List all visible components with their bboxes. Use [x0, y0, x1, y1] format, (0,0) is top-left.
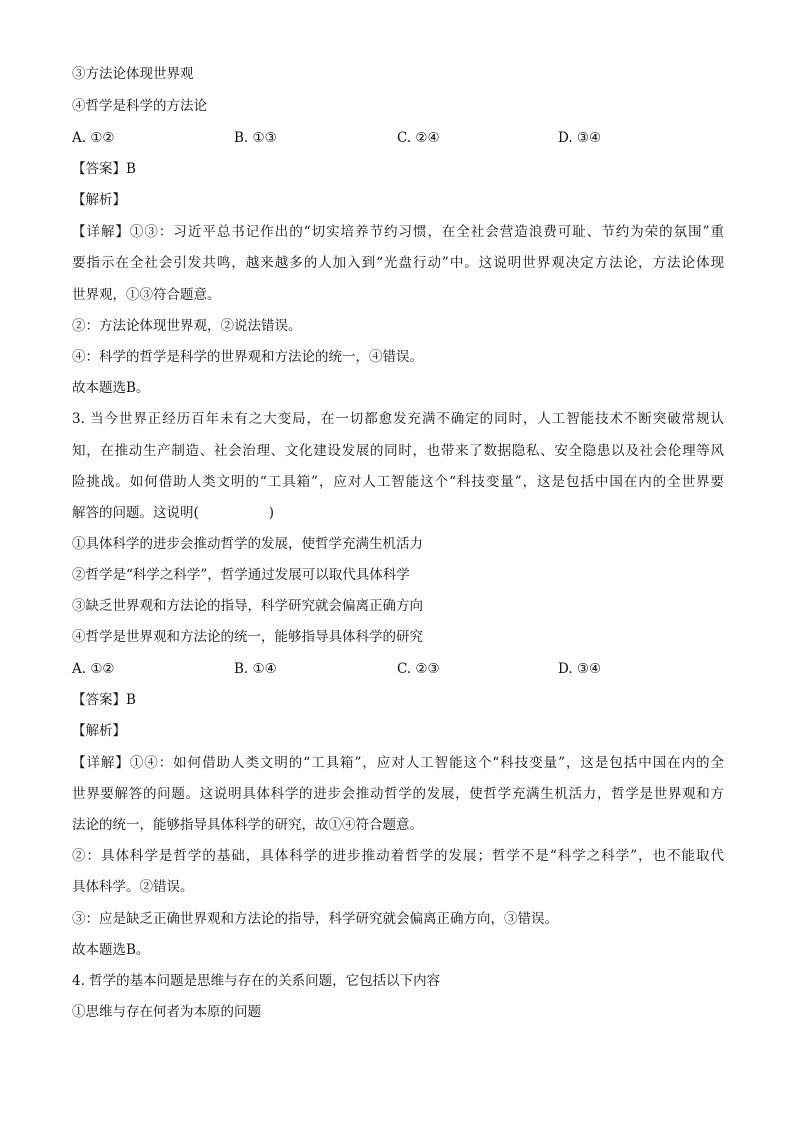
q2-detail-line-5: ④：科学的哲学是科学的世界观和方法论的统一，④错误。 — [72, 349, 423, 365]
q3-detail-line-2: 世界要解答的问题。这说明具体科学的进步会推动哲学的发展，使哲学充满生机活力，哲学是世界观和方 — [72, 786, 724, 802]
q3-answer: 【答案】B — [72, 692, 136, 708]
q3-detail-line-4: ②：具体科学是哲学的基础，具体科学的进步推动着哲学的发展；哲学不是“科学之科学”，也不能取代 — [72, 848, 724, 864]
q3-stem-line-1: 3. 当今世界正经历百年未有之大变局，在一切都愈发充满不确定的同时，人工智能技术不断突破常规认 — [72, 411, 724, 427]
q3-detail-line-3: 法论的统一，能够指导具体科学的研究，故①④符合题意。 — [72, 817, 423, 833]
q3-option-b: B. ①④ — [234, 661, 277, 677]
q3-statement-2: ②哲学是“科学之科学”，哲学通过发展可以取代具体科学 — [72, 567, 410, 583]
q3-conclusion: 故本题选B。 — [72, 942, 150, 958]
q2-detail-line-1: 【详解】①③：习近平总书记作出的“切实培养节约习惯，在全社会营造浪费可耻、节约为荣的氛围”重 — [72, 224, 724, 240]
q3-stem-text: 解答的问题。这说明( — [72, 505, 199, 521]
q3-detail-line-6: ③：应是缺乏正确世界观和方法论的指导，科学研究就会偏离正确方向，③错误。 — [72, 911, 558, 927]
q2-answer: 【答案】B — [72, 161, 136, 177]
q2-analysis-heading: 【解析】 — [72, 192, 126, 208]
q3-option-d: D. ③④ — [558, 661, 602, 677]
q3-option-a: A. ①② — [72, 661, 115, 677]
q3-statement-1: ①具体科学的进步会推动哲学的发展，使哲学充满生机活力 — [72, 536, 423, 552]
q3-stem-line-3: 险挑战。如何借助人类文明的“工具箱”，应对人工智能这个“科技变量”，这是包括中国在内的全世界要 — [72, 474, 724, 490]
q3-analysis-heading: 【解析】 — [72, 723, 126, 739]
q2-detail-line-2: 要指示在全社会引发共鸣，越来越多的人加入到“光盘行动”中。这说明世界观决定方法论，方法论体现 — [72, 255, 724, 271]
q3-stem-line-2: 知，在推动生产制造、社会治理、文化建设发展的同时，也带来了数据隐私、安全隐患以及社会伦理等风 — [72, 443, 724, 459]
q3-stem-line-4 — [72, 503, 274, 523]
q2-option-a: A. ①② — [72, 130, 115, 146]
q3-option-c: C. ②③ — [397, 661, 440, 677]
q3-statement-4: ④哲学是世界观和方法论的统一，能够指导具体科学的研究 — [72, 629, 423, 645]
q4-stem: 4. 哲学的基本问题是思维与存在的关系问题，它包括以下内容 — [72, 973, 441, 989]
q2-detail-line-3: 世界观，①③符合题意。 — [72, 287, 221, 303]
q2-statement-4: ④哲学是科学的方法论 — [72, 98, 207, 114]
q3-statement-3: ③缺乏世界观和方法论的指导，科学研究就会偏离正确方向 — [72, 598, 423, 614]
q2-conclusion: 故本题选B。 — [72, 380, 150, 396]
q2-detail-line-4: ②：方法论体现世界观，②说法错误。 — [72, 318, 302, 334]
q4-statement-1: ①思维与存在何者为本原的问题 — [72, 1004, 261, 1020]
q2-option-c: C. ②④ — [397, 130, 440, 146]
q2-statement-3: ③方法论体现世界观 — [72, 66, 194, 82]
q3-detail-line-1: 【详解】①④：如何借助人类文明的“工具箱”，应对人工智能这个“科技变量”，这是包括中国在内的全 — [72, 755, 724, 771]
q2-option-b: B. ①③ — [234, 130, 277, 146]
q3-detail-line-5: 具体科学。②错误。 — [72, 879, 194, 895]
q2-option-d: D. ③④ — [558, 130, 602, 146]
q3-stem-paren-close: ) — [268, 505, 275, 521]
